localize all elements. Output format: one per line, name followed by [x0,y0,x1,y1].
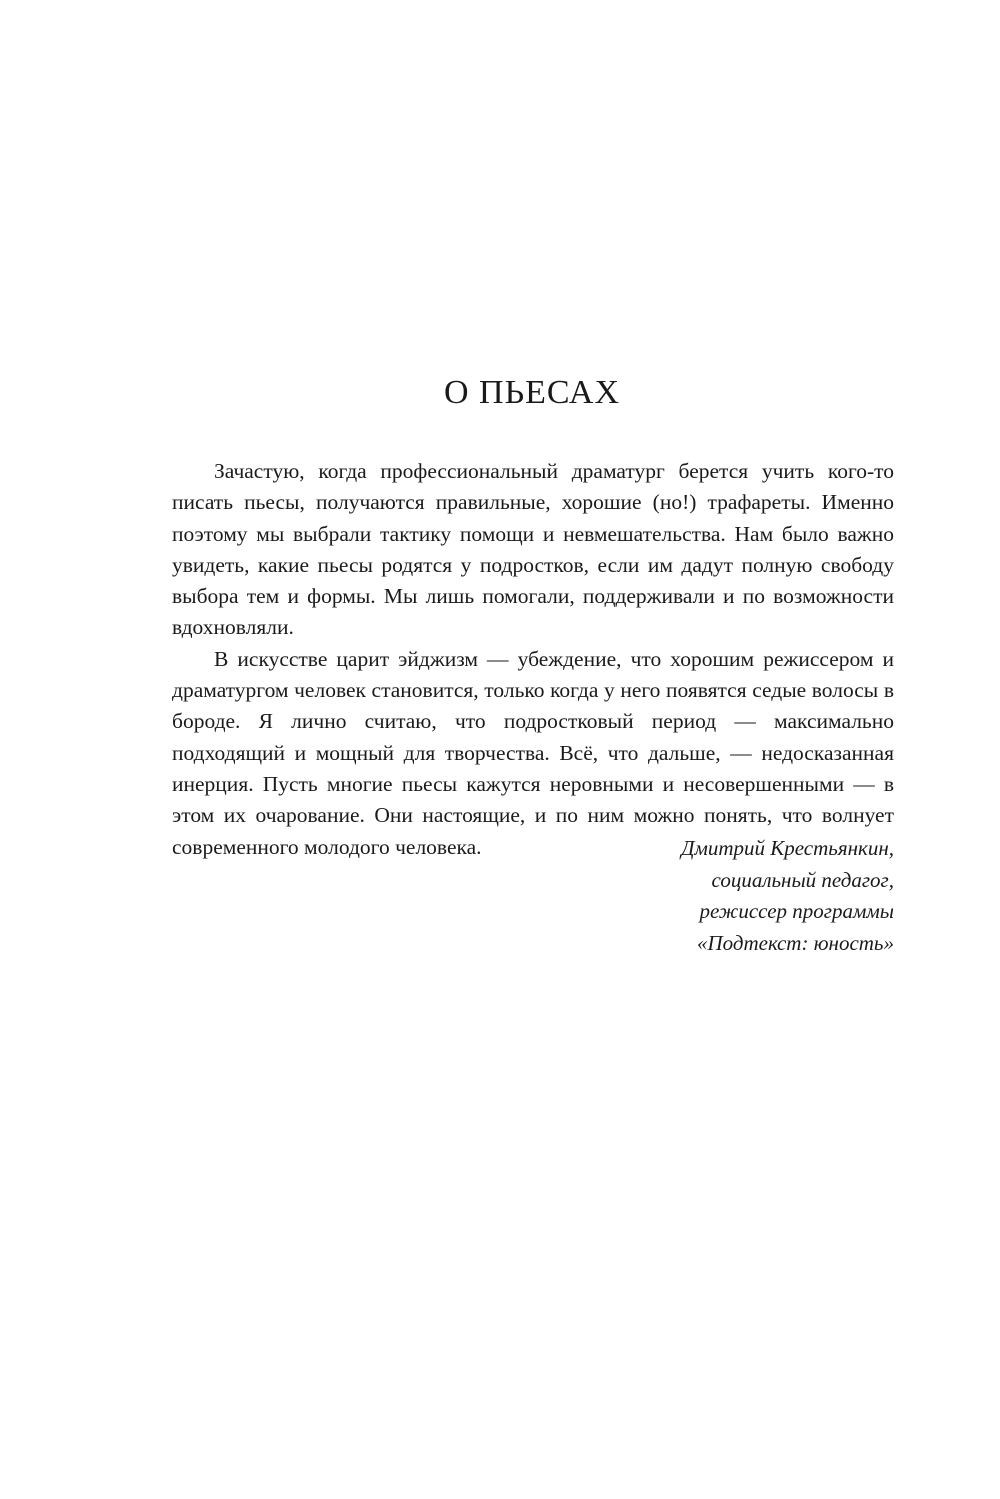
author-signature [681,833,894,959]
signature-program: «Подтекст: юность» [696,930,894,955]
signature-role: социальный педагог, [711,867,894,892]
paragraph-1: Зачастую, когда профессиональный драматург берется учить кого-то писать пьесы, получаются правильные, хорошие (но!) трафареты. Именно поэтому мы выбрали тактику помощи и невмешательства. Нам было важно увидеть, какие пьесы родятся у подростков, если им дадут полную свободу выбора тем и формы. Мы лишь помогали, поддерживали и по возможности вдохновляли. [172,459,894,640]
page-title: О ПЬЕСАХ [444,374,620,411]
paragraph-2: В искусстве царит эйджизм — убеждение, что хорошим режиссером и драматургом человек становится, только когда у него появятся седые волосы в бороде. Я лично считаю, что подростковый период — максимально подходящий и мощный для творчества. Всё, что дальше, — недосказанная инерция. Пусть многие пьесы кажутся неровными и несовершенными — в этом их очарование. Они настоящие, и по ним можно понять, что волнует современного молодого человека. [172,646,894,859]
signature-position: режиссер программы [699,899,894,923]
body-text [172,456,894,863]
signature-name: Дмитрий Крестьянкин, [681,836,894,860]
